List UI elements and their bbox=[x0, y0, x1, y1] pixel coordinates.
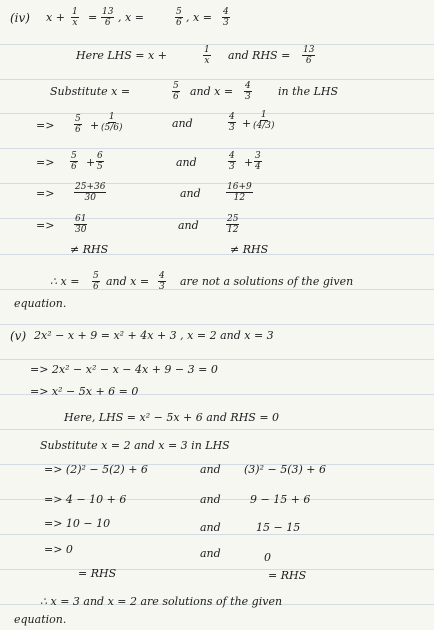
step4-and: and bbox=[178, 219, 199, 232]
fraction-13-6: $\frac{13}{6}$ bbox=[102, 7, 114, 28]
row1-and: and bbox=[200, 463, 221, 476]
conclusion-line2: equation. bbox=[14, 297, 67, 310]
step2-arrow: => bbox=[36, 156, 55, 169]
here-and-rhs: and RHS = bbox=[228, 49, 291, 62]
rhs-right: = RHS bbox=[268, 569, 307, 582]
rhs-frac-13-6: $\frac{13}{6}$ bbox=[303, 45, 315, 66]
step1-and: and bbox=[172, 117, 193, 130]
here-lhs: Here LHS = x + bbox=[76, 49, 167, 62]
row4-and: and bbox=[200, 547, 221, 560]
part-v-label: (v) bbox=[10, 329, 27, 343]
step2-right-b: $\frac{3}{4}$ bbox=[255, 151, 261, 172]
part-v-here: Here, LHS = x² − 5x + 6 and RHS = 0 bbox=[64, 411, 280, 424]
row3-right: 15 − 15 bbox=[256, 521, 301, 534]
rhs-left: = RHS bbox=[78, 567, 117, 580]
step1-left-a: $\frac{5}{6}$ bbox=[75, 114, 81, 135]
root-4-3: $\frac{4}{3}$ bbox=[223, 7, 229, 28]
conclusion-and: and x = bbox=[106, 275, 150, 288]
step2-left-b: $\frac{6}{5}$ bbox=[97, 151, 103, 172]
step2-right-a: $\frac{4}{3}$ bbox=[229, 151, 235, 172]
row2-right: 9 − 15 + 6 bbox=[250, 493, 311, 506]
row2-and: and bbox=[200, 493, 221, 506]
row1-left: => (2)² − 5(2) + 6 bbox=[44, 463, 148, 476]
step3-arrow: => bbox=[36, 187, 55, 200]
step2-left-a: $\frac{5}{6}$ bbox=[71, 151, 77, 172]
step1-arrow: => bbox=[36, 119, 55, 132]
part-v-equation: 2x² − x + 9 = x² + 4x + 3 , x = 2 and x = 3 bbox=[34, 329, 274, 342]
fraction-1-over-x: $\frac{1}{x}$ bbox=[72, 7, 78, 28]
part-v-conclusion: ∴ x = 3 and x = 2 are solutions of the given bbox=[40, 595, 283, 608]
sub-and-x: and x = bbox=[190, 85, 234, 98]
roots-mid: , x = bbox=[186, 11, 212, 24]
step2-and: and bbox=[176, 156, 197, 169]
conclusion-start: ∴ x = bbox=[50, 275, 80, 288]
part-v-conclusion-line2: equation. bbox=[14, 613, 67, 626]
neq-rhs-left: ≠ RHS bbox=[70, 243, 109, 256]
conclusion-frac-5-6: $\frac{5}{6}$ bbox=[93, 271, 99, 292]
step4-left: $\frac{61}{30}$ bbox=[75, 214, 87, 235]
here-frac-1-x: $\frac{1}{x}$ bbox=[204, 45, 210, 66]
part-v-substitute: Substitute x = 2 and x = 3 in LHS bbox=[40, 439, 230, 452]
sub-frac-4-3: $\frac{4}{3}$ bbox=[245, 81, 251, 102]
part-v-line3: => x² − 5x + 6 = 0 bbox=[30, 385, 139, 398]
step3-and: and bbox=[180, 187, 201, 200]
part-v-line2: => 2x² − x² − x − 4x + 9 − 3 = 0 bbox=[30, 363, 218, 376]
conclusion-end: are not a solutions of the given bbox=[180, 275, 354, 288]
conclusion-frac-4-3: $\frac{4}{3}$ bbox=[159, 271, 165, 292]
plus-sign: + bbox=[86, 156, 96, 169]
row1-right: (3)² − 5(3) + 6 bbox=[244, 463, 326, 476]
sub-frac-5-6: $\frac{5}{6}$ bbox=[173, 81, 179, 102]
step1-left-b: $\frac{1}{(5/6)}$ bbox=[101, 112, 123, 133]
row3-and: and bbox=[200, 521, 221, 534]
row3-left: => 10 − 10 bbox=[44, 517, 111, 530]
plus-sign: + bbox=[242, 117, 252, 130]
equation-lhs: x + bbox=[46, 11, 65, 24]
plus-sign: + bbox=[90, 119, 100, 132]
step4-arrow: => bbox=[36, 219, 55, 232]
row4-right: 0 bbox=[264, 551, 271, 564]
neq-rhs-right: ≠ RHS bbox=[230, 243, 269, 256]
root-5-6: $\frac{5}{6}$ bbox=[176, 7, 182, 28]
step1-right-b: $\frac{1}{(4/3)}$ bbox=[253, 110, 275, 131]
part-iv-label: (iv) bbox=[10, 11, 30, 25]
row4-left: => 0 bbox=[44, 543, 73, 556]
row2-left: => 4 − 10 + 6 bbox=[44, 493, 127, 506]
step3-left: $\frac{25+36}{30}$ bbox=[75, 182, 106, 203]
substitute-text: Substitute x = bbox=[50, 85, 131, 98]
step1-right-a: $\frac{4}{3}$ bbox=[229, 112, 235, 133]
step3-right: $\frac{16+9}{12}$ bbox=[227, 182, 252, 203]
equals-sign: = bbox=[88, 11, 98, 24]
in-the-lhs: in the LHS bbox=[278, 85, 339, 98]
plus-sign: + bbox=[244, 156, 254, 169]
roots-prefix: , x = bbox=[118, 11, 144, 24]
step4-right: $\frac{25}{12}$ bbox=[227, 214, 239, 235]
